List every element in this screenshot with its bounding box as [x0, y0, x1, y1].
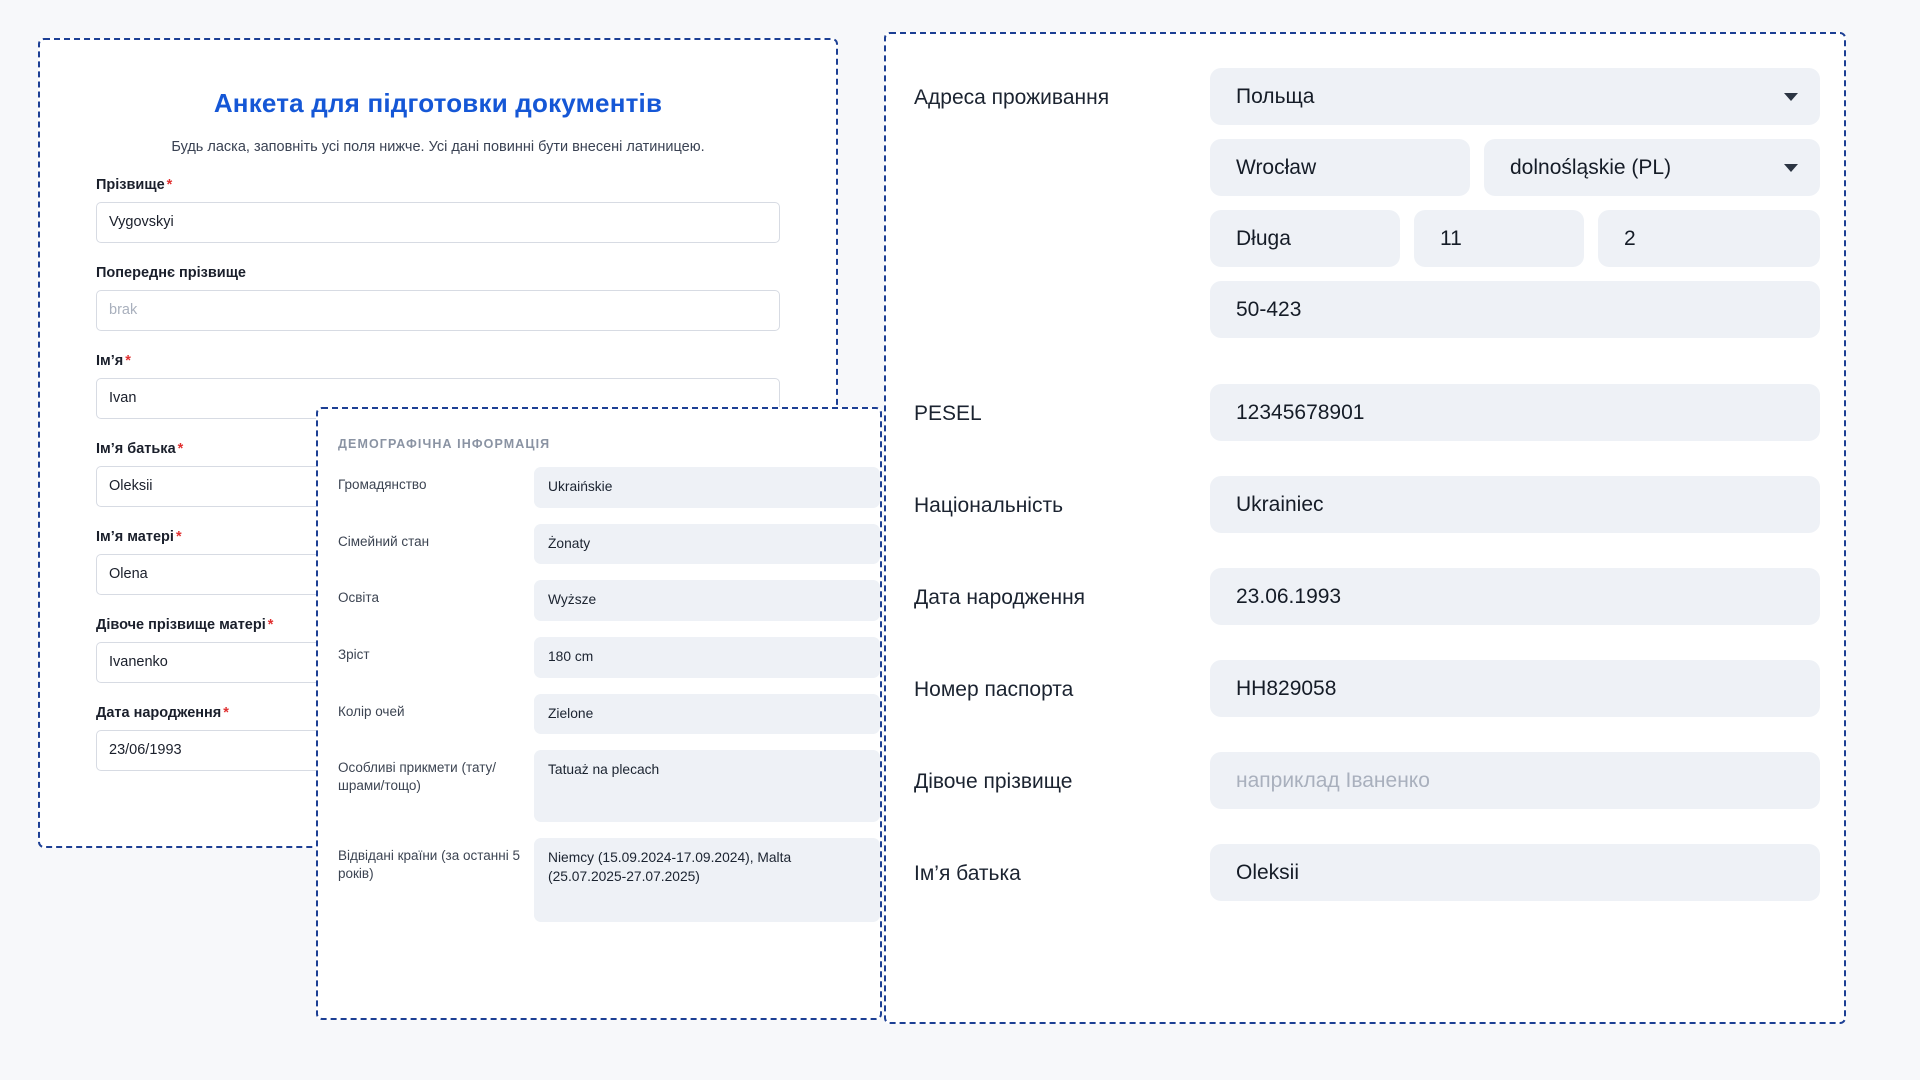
demographic-row — [318, 694, 880, 735]
demographic-row — [318, 750, 880, 822]
mother-name-input[interactable]: Olena — [96, 554, 780, 595]
father-name-input[interactable]: Oleksii — [96, 466, 780, 507]
demographic-row — [318, 838, 880, 922]
value-citizenship[interactable]: Ukraińskie — [534, 467, 880, 508]
residence-fields — [1210, 68, 1820, 352]
passport-number-input[interactable]: HH829058 — [1210, 660, 1820, 717]
field-label-father-name: Ім’я батька * — [96, 441, 184, 457]
label-pesel: PESEL — [914, 402, 982, 425]
country-select[interactable] — [1210, 68, 1820, 125]
demographic-row — [318, 467, 880, 508]
previous-surname-input[interactable]: brak — [96, 290, 780, 331]
apartment-number-input[interactable]: 2 — [1598, 210, 1820, 267]
birthdate-input[interactable]: 23/06/1993 — [96, 730, 780, 771]
field-label-birthdate: Дата народження * — [96, 705, 229, 721]
demographic-row — [318, 637, 880, 678]
city-region-row — [1210, 139, 1820, 210]
value-special-marks[interactable]: Tatuaż na plecach — [534, 750, 880, 822]
label-marital-status: Сімейний стан — [338, 533, 430, 549]
field-label-previous-surname: Попереднє прізвище — [96, 265, 246, 281]
form-subtitle: Будь ласка, заповніть усі поля нижче. Усі дані повинні бути внесені латиницею. — [171, 139, 705, 155]
demographic-panel — [316, 407, 882, 1020]
pesel-group — [886, 384, 1844, 455]
label-citizenship: Громадянство — [338, 477, 427, 492]
field-previous-surname — [96, 265, 780, 331]
mother-maiden-name-input[interactable]: Ivanenko — [96, 642, 780, 683]
value-eye-color[interactable]: Zielone — [534, 694, 880, 735]
field-label-mother-name: Ім’я матері * — [96, 529, 182, 545]
label-maiden-name: Дівоче прізвище — [914, 770, 1073, 793]
demographic-section-title: ДЕМОГРАФІЧНА ІНФОРМАЦІЯ — [338, 437, 551, 451]
label-passport-number: Номер паспорта — [914, 678, 1074, 701]
required-marker: * — [267, 617, 274, 633]
firstname-input[interactable]: Ivan — [96, 378, 780, 419]
label-birthdate: Дата народження — [914, 586, 1086, 609]
surname-input[interactable]: Vygovskyi — [96, 202, 780, 243]
label-father-name: Ім’я батька — [914, 862, 1021, 885]
label-residence-address: Адреса проживання — [914, 86, 1110, 109]
chevron-down-icon — [1784, 93, 1798, 101]
birthdate-input[interactable]: 23.06.1993 — [1210, 568, 1820, 625]
required-marker: * — [175, 529, 182, 545]
field-label-mother-maiden-name: Дівоче прізвище матері * — [96, 617, 274, 633]
nationality-group — [886, 476, 1844, 547]
value-visited-countries[interactable]: Niemcy (15.09.2024-17.09.2024), Malta (25.07.2025-27.07.2025) — [534, 838, 880, 922]
passport-group — [886, 660, 1844, 731]
field-label-surname: Прізвище * — [96, 177, 173, 193]
value-education[interactable]: Wyższe — [534, 580, 880, 621]
father-name-group — [886, 844, 1844, 915]
demographic-row — [318, 580, 880, 621]
page-title: Анкета для підготовки документів — [213, 88, 663, 118]
value-marital-status[interactable]: Żonaty — [534, 524, 880, 565]
father-name-input[interactable]: Oleksii — [1210, 844, 1820, 901]
chevron-down-icon — [1784, 164, 1798, 172]
demographic-row — [318, 524, 880, 565]
required-marker: * — [223, 705, 229, 721]
value-height[interactable]: 180 cm — [534, 637, 880, 678]
label-nationality: Національність — [914, 494, 1064, 517]
maiden-name-input[interactable]: наприклад Іваненко — [1210, 752, 1820, 809]
region-select[interactable] — [1484, 139, 1820, 196]
label-education: Освіта — [338, 590, 379, 606]
residence-address-group — [886, 34, 1844, 352]
maiden-name-group — [886, 752, 1844, 823]
pesel-input[interactable]: 12345678901 — [1210, 384, 1820, 441]
required-marker: * — [125, 353, 131, 369]
required-marker: * — [177, 441, 184, 457]
label-eye-color: Колір очей — [338, 703, 405, 719]
required-marker: * — [166, 177, 173, 193]
city-input[interactable]: Wrocław — [1210, 139, 1470, 196]
postcode-input[interactable]: 50-423 — [1210, 281, 1820, 338]
street-input[interactable]: Długa — [1210, 210, 1400, 267]
label-height: Зріст — [338, 646, 370, 662]
birthdate-group — [886, 568, 1844, 639]
region-value: dolnośląskie (PL) — [1510, 155, 1672, 179]
residence-and-personal-panel — [884, 32, 1846, 1024]
label-special-marks: Особливі прикмети (тату/шрами/тощо) — [338, 760, 497, 793]
house-number-input[interactable]: 11 — [1414, 210, 1584, 267]
nationality-input[interactable]: Ukrainiec — [1210, 476, 1820, 533]
country-value: Польща — [1236, 84, 1315, 108]
label-visited-countries: Відвідані країни (за останні 5 років) — [338, 848, 520, 881]
street-house-apartment-row — [1210, 210, 1820, 281]
field-surname — [96, 177, 780, 243]
field-label-firstname: Ім’я * — [96, 353, 131, 369]
